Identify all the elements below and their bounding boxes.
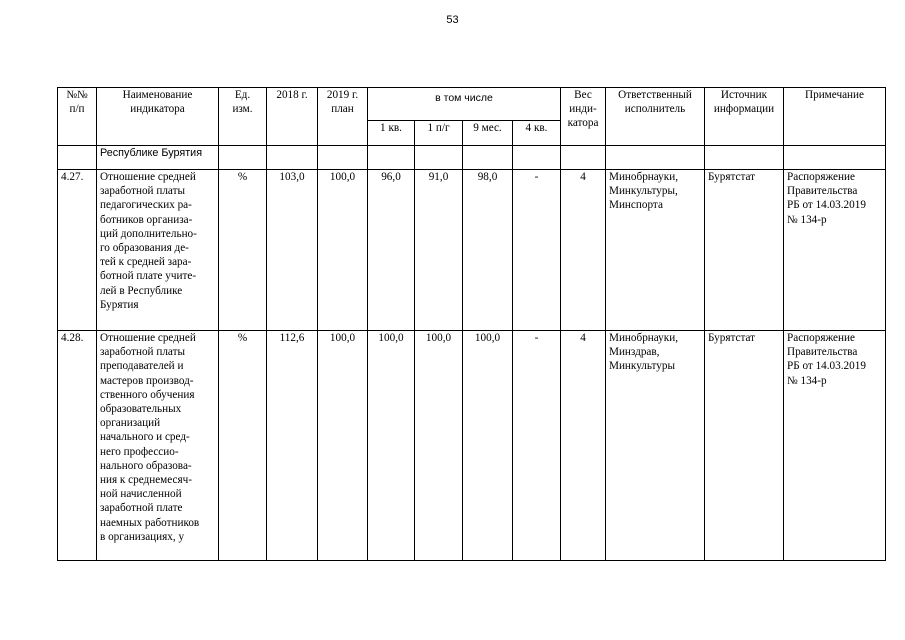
continuation-row <box>58 146 886 170</box>
row-responsible: Минобрнауки, Минкультуры, Минспорта <box>606 170 705 331</box>
row-unit: % <box>219 331 267 561</box>
row-q4: - <box>513 331 561 561</box>
row-9m: 98,0 <box>463 170 513 331</box>
header-responsible: Ответственный исполнитель <box>606 88 705 146</box>
table-row <box>58 331 886 561</box>
row-2018: 103,0 <box>267 170 318 331</box>
row-indicator-name: Отношение средней заработной платы преподавателей и мастеров производ- ственного обучения образовательных организаций начального и сред- него профессио- нального образова- ния к среднемесяч- ной начисленной заработной плате наемных работников в организациях, у <box>97 331 219 561</box>
row-source: Бурятстат <box>705 170 784 331</box>
row-h1: 91,0 <box>415 170 463 331</box>
header-weight: Вес инди- катора <box>561 88 606 146</box>
row-h1: 100,0 <box>415 331 463 561</box>
page-number: 53 <box>446 14 459 26</box>
row-weight: 4 <box>561 331 606 561</box>
header-including: в том числе <box>368 88 561 121</box>
row-2019-plan: 100,0 <box>318 331 368 561</box>
row-num: 4.27. <box>58 170 97 331</box>
row-2019-plan: 100,0 <box>318 170 368 331</box>
row-responsible: Минобрнауки, Минздрав, Минкультуры <box>606 331 705 561</box>
row-2018: 112,6 <box>267 331 318 561</box>
row-q4: - <box>513 170 561 331</box>
row-9m: 100,0 <box>463 331 513 561</box>
row-source: Бурятстат <box>705 331 784 561</box>
table-row <box>58 170 886 331</box>
row-q1: 100,0 <box>368 331 415 561</box>
row-q1: 96,0 <box>368 170 415 331</box>
header-q1: 1 кв. <box>368 121 415 146</box>
header-indicator-name: Наименование индикатора <box>97 88 219 146</box>
header-9m: 9 мес. <box>463 121 513 146</box>
row-num: 4.28. <box>58 331 97 561</box>
header-note: Примечание <box>784 88 886 146</box>
row-note: Распоряжение Правительства РБ от 14.03.2019 № 134-р <box>784 170 886 331</box>
header-num: №№ п/п <box>58 88 97 146</box>
continuation-name: Республике Бурятия <box>97 146 219 170</box>
row-unit: % <box>219 170 267 331</box>
header-q4: 4 кв. <box>513 121 561 146</box>
row-note: Распоряжение Правительства РБ от 14.03.2019 № 134-р <box>784 331 886 561</box>
indicators-table <box>57 87 886 561</box>
row-indicator-name: Отношение средней заработной платы педагогических ра- ботников организа- ций дополнительно- го образования де- тей к средней зара- ботной плате учите- лей в Республике Бурятия <box>97 170 219 331</box>
header-h1: 1 п/г <box>415 121 463 146</box>
header-2019-plan: 2019 г. план <box>318 88 368 146</box>
header-source: Источник информации <box>705 88 784 146</box>
header-2018: 2018 г. <box>267 88 318 146</box>
header-unit: Ед. изм. <box>219 88 267 146</box>
row-weight: 4 <box>561 170 606 331</box>
